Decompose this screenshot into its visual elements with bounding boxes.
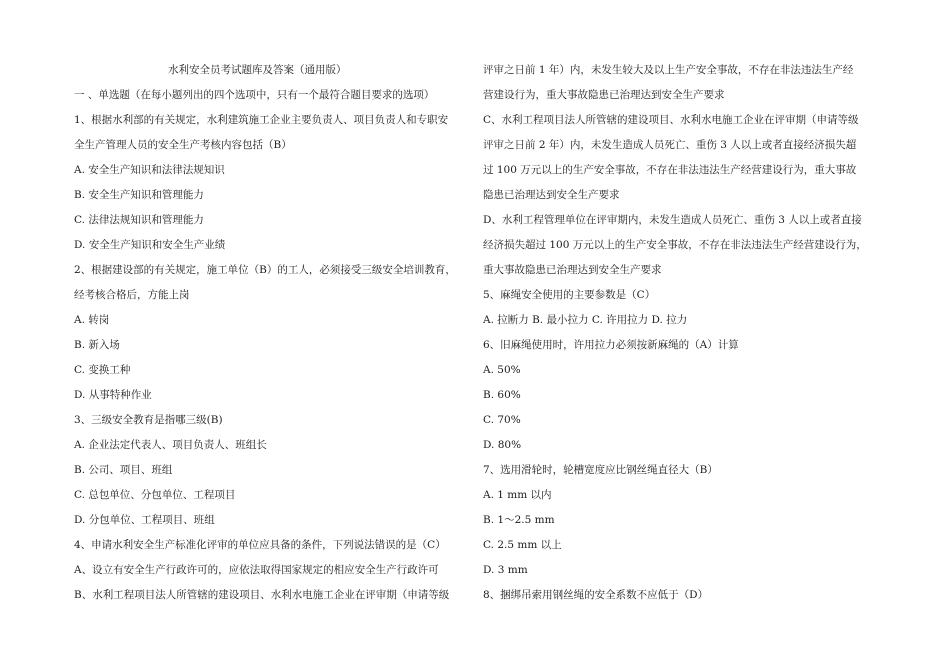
text-line: A. 1 mm 以内 xyxy=(483,489,552,501)
text-line: D. 从事特种作业 xyxy=(74,389,152,401)
text-line: 评审之日前 2 年）内，未发生造成人员死亡、重伤 3 人以上或者直接经济损失超 xyxy=(483,139,857,151)
text-line: C. 总包单位、分包单位、工程项目 xyxy=(74,489,236,501)
text-line: A. 企业法定代表人、项目负责人、班组长 xyxy=(74,439,267,451)
text-line: B. 新入场 xyxy=(74,339,120,351)
document-title: 水利安全员考试题库及答案（通用版） xyxy=(168,64,347,76)
text-line: 营建设行为，重大事故隐患已治理达到安全生产要求 xyxy=(483,89,725,101)
text-line: 8、捆绑吊索用钢丝绳的安全系数不应低于（D） xyxy=(483,589,709,601)
text-line: 隐患已治理达到安全生产要求 xyxy=(483,189,620,201)
text-line: A. 拉断力 B. 最小拉力 C. 许用拉力 D. 拉力 xyxy=(483,314,688,326)
text-line: C. 70% xyxy=(483,414,521,426)
text-line: 经济损失超过 100 万元以上的生产安全事故，不存在非法违法生产经营建设行为， xyxy=(483,239,867,251)
text-line: C. 变换工种 xyxy=(74,364,131,376)
text-line: A、设立有安全生产行政许可的，应依法取得国家规定的相应安全生产行政许可 xyxy=(74,564,439,576)
text-line: 7、选用滑轮时，轮槽宽度应比钢丝绳直径大（B） xyxy=(483,464,718,476)
text-line: C. 2.5 mm 以上 xyxy=(483,539,562,551)
left-column xyxy=(74,58,470,608)
text-line: 4、申请水利安全生产标准化评审的单位应具备的条件，下列说法错误的是（C） xyxy=(74,539,446,551)
text-line: D. 安全生产知识和安全生产业绩 xyxy=(74,239,226,251)
text-line: D. 3 mm xyxy=(483,564,528,576)
text-line: C. 法律法规知识和管理能力 xyxy=(74,214,204,226)
text-line: 评审之日前 1 年）内，未发生较大及以上生产安全事故，不存在非法违法生产经 xyxy=(483,64,854,76)
text-line: B、水利工程项目法人所管辖的建设项目、水利水电施工企业在评审期（申请等级 xyxy=(74,589,450,601)
right-column xyxy=(483,58,883,608)
text-line: D. 分包单位、工程项目、班组 xyxy=(74,514,215,526)
text-line: B. 1～2.5 mm xyxy=(483,514,555,526)
text-line: 1、根据水利部的有关规定，水利建筑施工企业主要负责人、项目负责人和专职安 xyxy=(74,114,449,126)
text-line: 3、三级安全教育是指哪三级(B) xyxy=(74,414,223,426)
text-line: 2、根据建设部的有关规定，施工单位（B）的工人，必须接受三级安全培训教育， xyxy=(74,264,456,276)
text-line: 经考核合格后，方能上岗 xyxy=(74,289,190,301)
text-line: 5、麻绳安全使用的主要参数是（C） xyxy=(483,289,656,301)
text-line: 过 100 万元以上的生产安全事故，不存在非法违法生产经营建设行为，重大事故 xyxy=(483,164,857,176)
text-line: 6、旧麻绳使用时，许用拉力必须按新麻绳的（A）计算 xyxy=(483,339,739,351)
text-line: D、水利工程管理单位在评审期内，未发生造成人员死亡、重伤 3 人以上或者直接 xyxy=(483,214,862,226)
text-line: D. 80% xyxy=(483,439,522,451)
text-line: A. 转岗 xyxy=(74,314,110,326)
text-line: 一 、单选题（在每小题列出的四个选项中，只有一个最符合题目要求的选项） xyxy=(74,89,435,101)
text-line: 全生产管理人员的安全生产考核内容包括（B） xyxy=(74,139,292,151)
text-line: A. 安全生产知识和法律法规知识 xyxy=(74,164,225,176)
text-line: A. 50% xyxy=(483,364,521,376)
text-line: B. 公司、项目、班组 xyxy=(74,464,173,476)
text-line: B. 60% xyxy=(483,389,521,401)
text-line: C、水利工程项目法人所管辖的建设项目、水利水电施工企业在评审期（申请等级 xyxy=(483,114,859,126)
text-line: 重大事故隐患已治理达到安全生产要求 xyxy=(483,264,662,276)
text-line: B. 安全生产知识和管理能力 xyxy=(74,189,204,201)
